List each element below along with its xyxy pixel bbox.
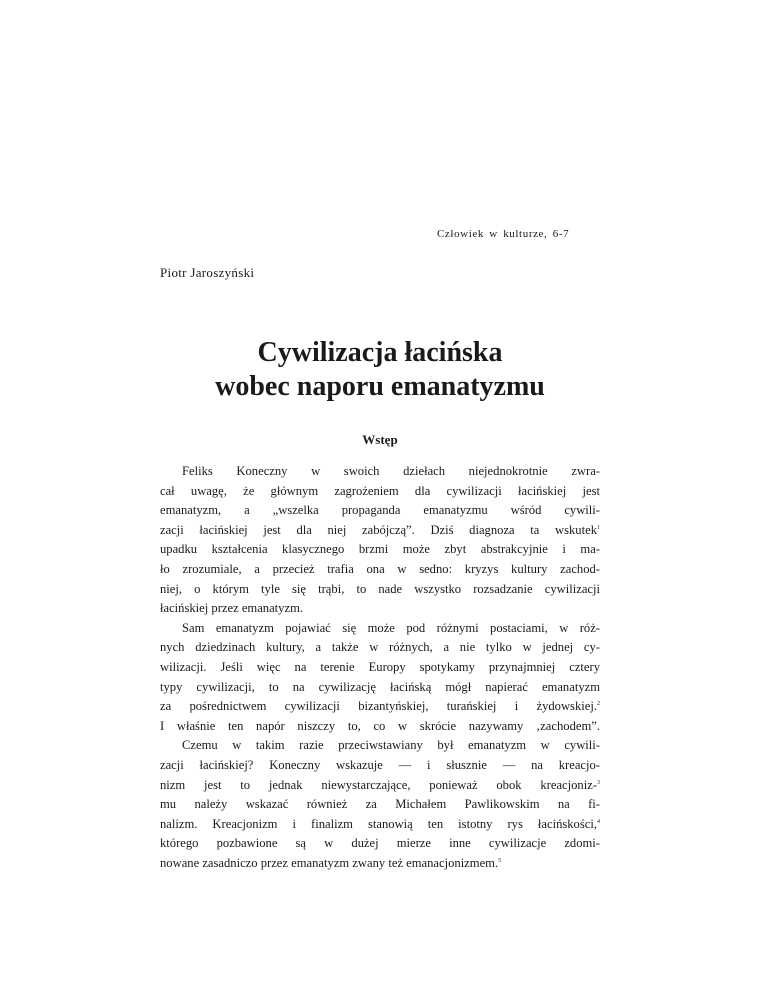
footnote-mark: 5 <box>498 857 502 864</box>
footnote-mark: 3 <box>597 779 600 786</box>
article-title <box>160 336 600 404</box>
text-line: cał uwagę, że głównym zagrożeniem dla cywilizacji łacińskiej jest <box>160 483 600 498</box>
text-line: nych dziedzinach kultury, a także w różnych, a nie tylko w jednej cy- <box>160 640 600 655</box>
section-heading: Wstęp <box>362 432 398 447</box>
text-line: łacińskiej przez emanatyzm. <box>160 601 304 616</box>
text-line-content: za pośrednictwem cywilizacji bizantyńskiej, turańskiej i żydowskiej. <box>160 699 597 714</box>
text-line: wilizacji. Jeśli więc na terenie Europy spotykamy przynajmniej cztery <box>160 659 600 674</box>
text-line: Czemu w takim razie przeciwstawiany był emanatyzm w cywili- <box>182 738 600 753</box>
text-line: upadku kształcenia klasycznego brzmi może zbyt abstrakcyjnie i ma- <box>160 542 600 557</box>
text-line <box>160 776 600 796</box>
text-line-content: nowane zasadniczo przez emanatyzm zwany też emanacjonizmem. <box>160 855 499 870</box>
text-line: Feliks Koneczny w swoich dziełach niejednokrotnie zwra- <box>182 464 600 478</box>
text-line: zacji łacińskiej? Koneczny wskazuje — i słusznie — na kreacjo- <box>160 757 600 772</box>
text-line-content: nalizm. Kreacjonizm i finalizm stanowią ten istotny rys łacińskości, <box>160 816 597 831</box>
text-line: ło zrozumiale, a przecież trafia ona w sedno: kryzys kultury zachod- <box>160 561 600 576</box>
article-body <box>160 462 600 873</box>
footnote-mark: 2 <box>597 700 600 707</box>
text-line: mu należy wskazać również za Michałem Pawlikowskim na fi- <box>160 797 600 812</box>
text-line: typy cywilizacji, to na cywilizację łacińską mógł napierać emanatyzm <box>160 679 600 694</box>
title-line-1: Cywilizacja łacińska <box>257 337 503 368</box>
text-line-content: zacji łacińskiej jest dla niej zabójczą”. Dziś diagnoza ta wskutek <box>160 522 597 537</box>
journal-header: Człowiek w kulturze, 6-7 <box>437 228 570 240</box>
text-line: emanatyzm, a „wszelka propaganda emanatyzmu wśród cywili- <box>160 503 600 518</box>
text-line <box>160 854 600 874</box>
text-line: którego pozbawione są w dużej mierze inne cywilizacje zdomi- <box>160 836 600 851</box>
author-name: Piotr Jaroszyński <box>160 265 255 280</box>
text-line-content: nizm jest to jednak niewystarczające, ponieważ obok kreacjoniz- <box>160 777 597 792</box>
text-line: Sam emanatyzm pojawiać się może pod różnymi postaciami, w róż- <box>182 620 600 635</box>
footnote-mark: 1 <box>597 524 600 531</box>
text-line: I właśnie ten napór niszczy to, co w skrócie nazywamy ‚zachodem”. <box>160 718 600 733</box>
footnote-mark: 4 <box>597 818 600 825</box>
text-line: niej, o którym tyle się trąbi, to nade wszystko rozsadzanie cywilizacji <box>160 581 600 596</box>
text-line <box>160 815 600 835</box>
text-line <box>160 697 600 717</box>
title-line-2: wobec naporu emanatyzmu <box>215 371 545 402</box>
text-line <box>160 521 600 541</box>
